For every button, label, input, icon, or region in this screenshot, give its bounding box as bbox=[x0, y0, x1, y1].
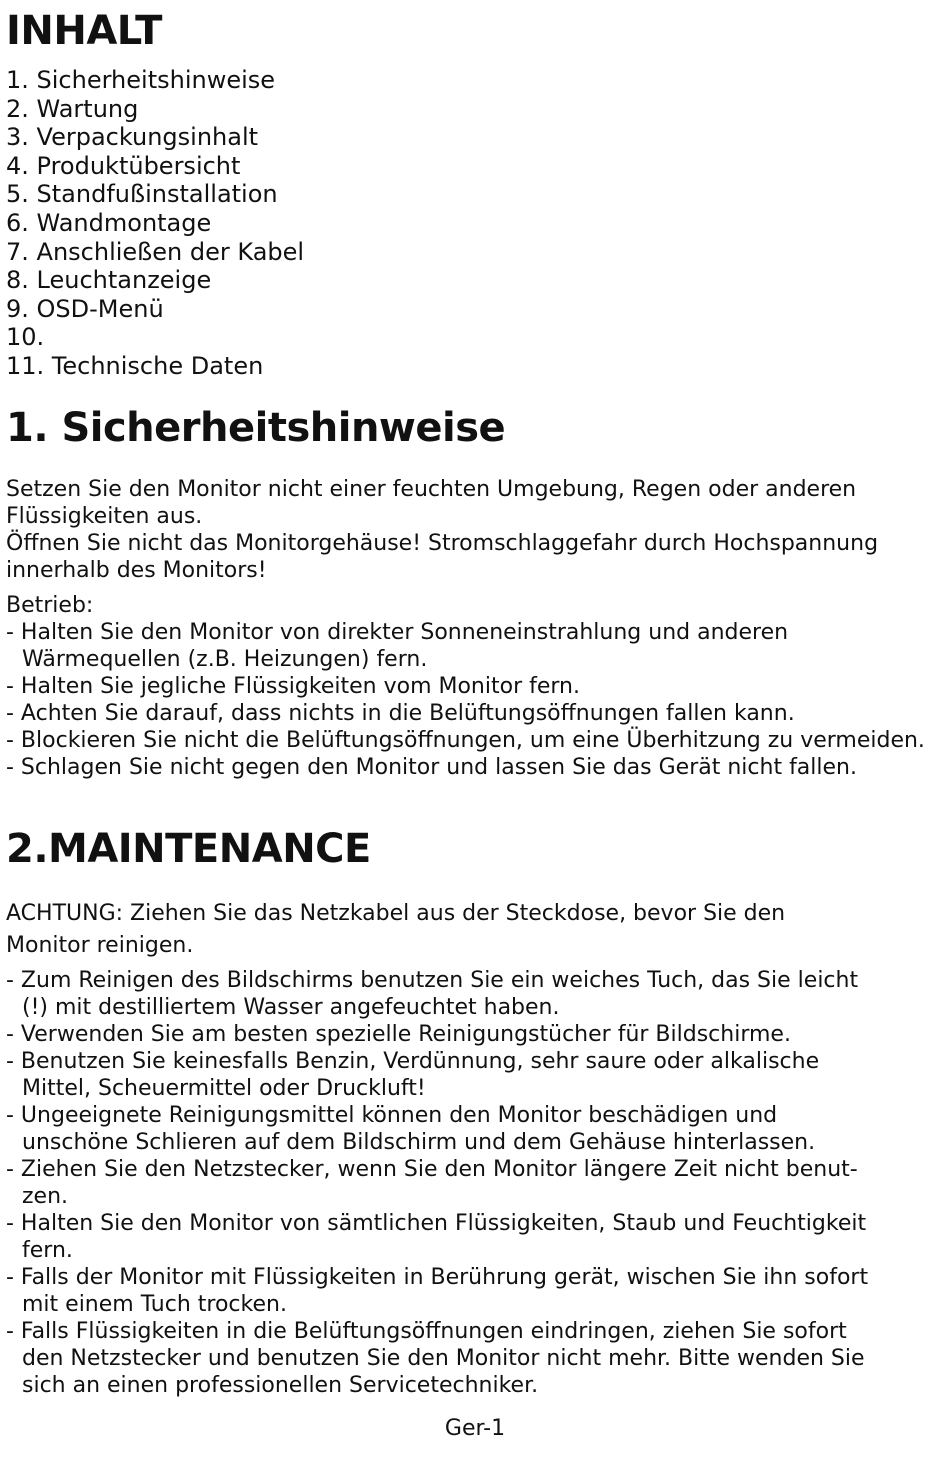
toc-item: 6. Wandmontage bbox=[6, 208, 212, 237]
toc-item: 11. Technische Daten bbox=[6, 351, 264, 380]
safety-paragraph-humidity: Setzen Sie den Monitor nicht einer feuchten Umgebung, Regen oder anderen Flüssigkeiten aus. bbox=[6, 477, 857, 529]
maintenance-bullet: - Falls der Monitor mit Flüssigkeiten in Berührung gerät, wischen Sie ihn sofort mit einem Tuch trocken. bbox=[6, 1265, 869, 1317]
maintenance-bullet-list bbox=[6, 967, 876, 1399]
safety-bullet: - Halten Sie jegliche Flüssigkeiten vom Monitor fern. bbox=[6, 674, 580, 699]
toc-item: 2. Wartung bbox=[6, 94, 139, 123]
maintenance-section-title: 2.MAINTENANCE bbox=[6, 826, 371, 872]
toc-item: 4. Produktübersicht bbox=[6, 151, 241, 180]
toc-item: 10. bbox=[6, 323, 45, 352]
safety-bullet: - Blockieren Sie nicht die Belüftungsöffnungen, um eine Überhitzung zu vermeiden. bbox=[6, 728, 925, 753]
toc-item: 1. Sicherheitshinweise bbox=[6, 66, 276, 94]
toc-list bbox=[6, 66, 304, 381]
maintenance-warning: ACHTUNG: Ziehen Sie das Netzkabel aus der Steckdose, bevor Sie den Monitor reinigen. bbox=[6, 901, 786, 958]
toc-item: 8. Leuchtanzeige bbox=[6, 266, 212, 295]
toc-item: 9. OSD-Menü bbox=[6, 294, 164, 323]
maintenance-bullet: - Ungeeignete Reinigungsmittel können den Monitor beschädigen und unschöne Schlieren auf dem Bildschirm und dem Gehäuse hinterlassen. bbox=[6, 1103, 816, 1155]
maintenance-bullet: - Falls Flüssigkeiten in die Belüftungsöffnungen eindringen, ziehen Sie sofort den Netzstecker und benutzen Sie den Monitor nicht mehr. Bitte wenden Sie sich an einen professionellen Servicetechniker. bbox=[6, 1319, 865, 1398]
maintenance-bullet: - Zum Reinigen des Bildschirms benutzen Sie ein weiches Tuch, das Sie leicht (!) mit destilliertem Wasser angefeuchtet haben. bbox=[6, 968, 859, 1020]
safety-bullet: - Halten Sie den Monitor von direkter Sonneneinstrahlung und anderen Wärmequellen (z.B. Heizungen) fern. bbox=[6, 620, 789, 672]
safety-bullet-list bbox=[6, 619, 936, 781]
page-number: Ger-1 bbox=[444, 1416, 506, 1441]
safety-bullet: - Achten Sie darauf, dass nichts in die Belüftungsöffnungen fallen kann. bbox=[6, 701, 795, 726]
safety-bullet: - Schlagen Sie nicht gegen den Monitor und lassen Sie das Gerät nicht fallen. bbox=[6, 755, 857, 780]
toc-item: 7. Anschließen der Kabel bbox=[6, 237, 305, 266]
maintenance-bullet: - Halten Sie den Monitor von sämtlichen Flüssigkeiten, Staub und Feuchtigkeit fern. bbox=[6, 1211, 867, 1263]
maintenance-bullet: - Verwenden Sie am besten spezielle Reinigungstücher für Bildschirme. bbox=[6, 1022, 791, 1047]
safety-paragraph-housing: Öffnen Sie nicht das Monitorgehäuse! Stromschlaggefahr durch Hochspannung innerhalb des Monitors! bbox=[6, 531, 879, 583]
safety-section-title: 1. Sicherheitshinweise bbox=[6, 405, 506, 451]
maintenance-bullet: - Benutzen Sie keinesfalls Benzin, Verdünnung, sehr saure oder alkalische Mittel, Scheuermittel oder Druckluft! bbox=[6, 1049, 820, 1101]
toc-title: INHALT bbox=[6, 8, 162, 54]
toc-item: 3. Verpackungsinhalt bbox=[6, 123, 259, 152]
operation-label: Betrieb: bbox=[6, 593, 94, 618]
toc-item: 5. Standfußinstallation bbox=[6, 180, 278, 209]
maintenance-bullet: - Ziehen Sie den Netzstecker, wenn Sie den Monitor längere Zeit nicht benut- zen. bbox=[6, 1157, 858, 1209]
